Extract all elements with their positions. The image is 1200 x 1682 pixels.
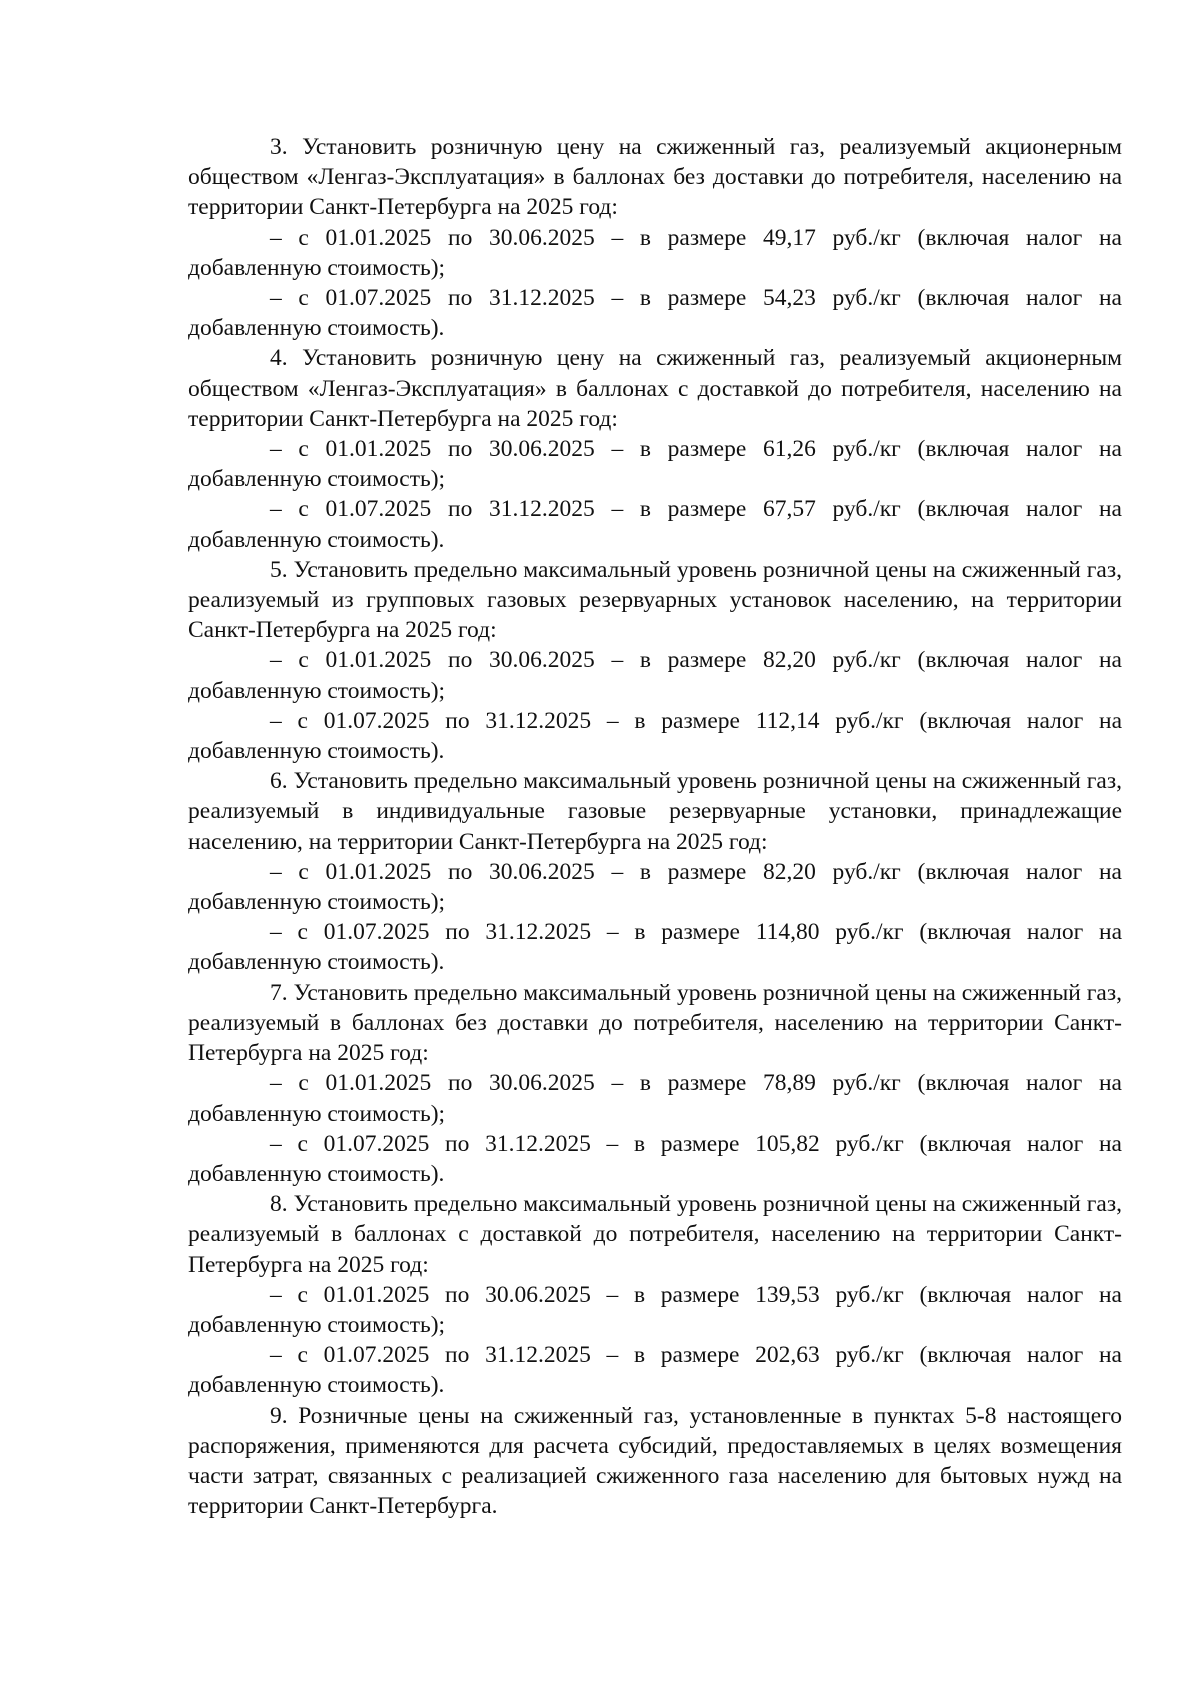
clause-subitem: – с 01.01.2025 по 30.06.2025 – в размере 82,20 руб./кг (включая налог на добавленную стоимость); xyxy=(188,647,1122,704)
clause-subitem: – с 01.01.2025 по 30.06.2025 – в размере 61,26 руб./кг (включая налог на добавленную стоимость); xyxy=(188,436,1122,493)
clause-subitem: – с 01.01.2025 по 30.06.2025 – в размере 78,89 руб./кг (включая налог на добавленную стоимость); xyxy=(188,1070,1122,1127)
clause-text: 8. Установить предельно максимальный уровень розничной цены на сжиженный газ, реализуемый в баллонах с доставкой до потребителя, населению на территории Санкт-Петербурга на 2025 год: xyxy=(188,1191,1122,1278)
clause-4 xyxy=(188,343,1122,554)
clause-6 xyxy=(188,766,1122,977)
clause-text: 4. Установить розничную цену на сжиженный газ, реализуемый акционерным обществом «Ленгаз-Эксплуатация» в баллонах с доставкой до потребителя, населению на территории Санкт-Петербурга на 2025 год: xyxy=(188,345,1122,432)
clause-text: 3. Установить розничную цену на сжиженный газ, реализуемый акционерным обществом «Ленгаз-Эксплуатация» в баллонах без доставки до потребителя, населению на территории Санкт-Петербурга на 2025 год: xyxy=(188,134,1122,221)
clause-subitem: – с 01.07.2025 по 31.12.2025 – в размере 114,80 руб./кг (включая налог на добавленную стоимость). xyxy=(188,919,1122,976)
clause-subitem: – с 01.07.2025 по 31.12.2025 – в размере 202,63 руб./кг (включая налог на добавленную стоимость). xyxy=(188,1342,1122,1399)
clause-8 xyxy=(188,1189,1122,1400)
clause-5 xyxy=(188,555,1122,766)
clause-subitem: – с 01.07.2025 по 31.12.2025 – в размере 54,23 руб./кг (включая налог на добавленную стоимость). xyxy=(188,285,1122,342)
clause-text: 6. Установить предельно максимальный уровень розничной цены на сжиженный газ, реализуемый в индивидуальные газовые резервуарные установки, принадлежащие населению, на территории Санкт-Петербурга на 2025 год: xyxy=(188,768,1122,855)
clause-9 xyxy=(188,1401,1122,1522)
clause-subitem: – с 01.07.2025 по 31.12.2025 – в размере 112,14 руб./кг (включая налог на добавленную стоимость). xyxy=(188,707,1122,765)
clause-subitem: – с 01.07.2025 по 31.12.2025 – в размере 105,82 руб./кг (включая налог на добавленную стоимость). xyxy=(188,1130,1122,1187)
document-body xyxy=(188,132,1122,1521)
clause-subitem: – с 01.07.2025 по 31.12.2025 – в размере 67,57 руб./кг (включая налог на добавленную стоимость). xyxy=(188,496,1122,553)
clause-3 xyxy=(188,132,1122,343)
clause-subitem: – с 01.01.2025 по 30.06.2025 – в размере 139,53 руб./кг (включая налог на добавленную стоимость); xyxy=(188,1281,1122,1338)
clause-text: 5. Установить предельно максимальный уровень розничной цены на сжиженный газ, реализуемый из групповых газовых резервуарных установок населению, на территории Санкт-Петербурга на 2025 год: xyxy=(188,556,1122,644)
clause-subitem: – с 01.01.2025 по 30.06.2025 – в размере 49,17 руб./кг (включая налог на добавленную стоимость); xyxy=(188,224,1122,281)
clause-subitem: – с 01.01.2025 по 30.06.2025 – в размере 82,20 руб./кг (включая налог на добавленную стоимость); xyxy=(188,858,1122,916)
clause-text: 7. Установить предельно максимальный уровень розничной цены на сжиженный газ, реализуемый в баллонах без доставки до потребителя, населению на территории Санкт-Петербурга на 2025 год: xyxy=(188,979,1122,1067)
clause-7 xyxy=(188,978,1122,1189)
clause-text: 9. Розничные цены на сжиженный газ, установленные в пунктах 5-8 настоящего распоряжения, применяются для расчета субсидий, предоставляемых в целях возмещения части затрат, связанных с реализацией сжиженного газа населению для бытовых нужд на территории Санкт-Петербурга. xyxy=(188,1402,1122,1520)
